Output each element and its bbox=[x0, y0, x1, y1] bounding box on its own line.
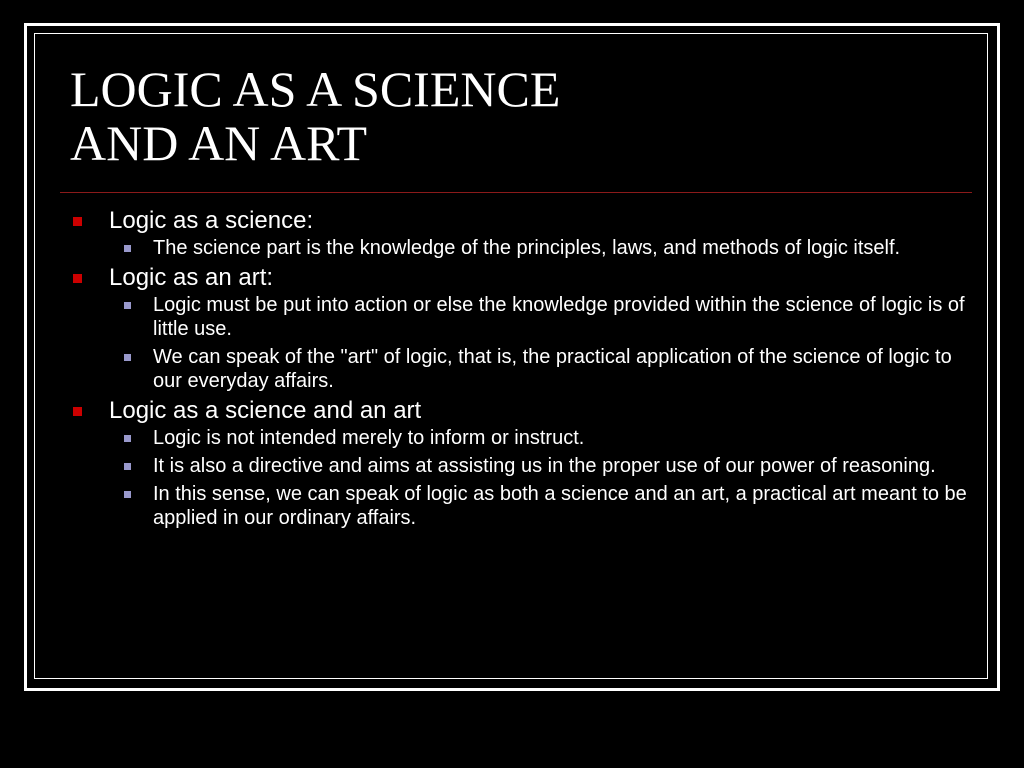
slide-title-line-2: AND AN ART bbox=[70, 115, 368, 171]
bullet-text: Logic as a science and an art bbox=[109, 397, 422, 424]
bullet-list bbox=[70, 207, 970, 534]
slide-title bbox=[70, 62, 560, 170]
sub-bullet-item bbox=[70, 482, 970, 530]
sub-bullet-item bbox=[70, 426, 970, 450]
bullet-item bbox=[70, 264, 970, 292]
sub-bullet-text: Logic must be put into action or else the knowledge provided within the science of logic is of little use. bbox=[153, 294, 965, 340]
square-bullet-icon bbox=[124, 354, 131, 361]
bullet-item bbox=[70, 207, 970, 235]
bullet-item bbox=[70, 397, 970, 425]
square-bullet-icon bbox=[124, 245, 131, 252]
sub-bullet-text: The science part is the knowledge of the principles, laws, and methods of logic itself. bbox=[153, 237, 901, 259]
square-bullet-icon bbox=[124, 302, 131, 309]
square-bullet-icon bbox=[73, 407, 82, 416]
sub-bullet-text: It is also a directive and aims at assisting us in the proper use of our power of reasoning. bbox=[153, 455, 936, 477]
sub-bullet-item bbox=[70, 454, 970, 478]
square-bullet-icon bbox=[124, 435, 131, 442]
square-bullet-icon bbox=[73, 217, 82, 226]
bullet-text: Logic as a science: bbox=[109, 207, 314, 234]
sub-bullet-text: Logic is not intended merely to inform or instruct. bbox=[153, 427, 585, 449]
sub-bullet-text: In this sense, we can speak of logic as both a science and an art, a practical art meant to be applied in our ordinary affairs. bbox=[153, 483, 967, 529]
sub-bullet-item bbox=[70, 345, 970, 393]
title-divider bbox=[60, 192, 972, 193]
square-bullet-icon bbox=[73, 274, 82, 283]
square-bullet-icon bbox=[124, 463, 131, 470]
sub-bullet-text: We can speak of the "art" of logic, that is, the practical application of the science of logic to our everyday affairs. bbox=[153, 346, 952, 392]
bullet-text: Logic as an art: bbox=[109, 264, 274, 291]
sub-bullet-item bbox=[70, 236, 970, 260]
slide-title-line-1: LOGIC AS A SCIENCE bbox=[70, 61, 561, 117]
sub-bullet-item bbox=[70, 293, 970, 341]
square-bullet-icon bbox=[124, 491, 131, 498]
